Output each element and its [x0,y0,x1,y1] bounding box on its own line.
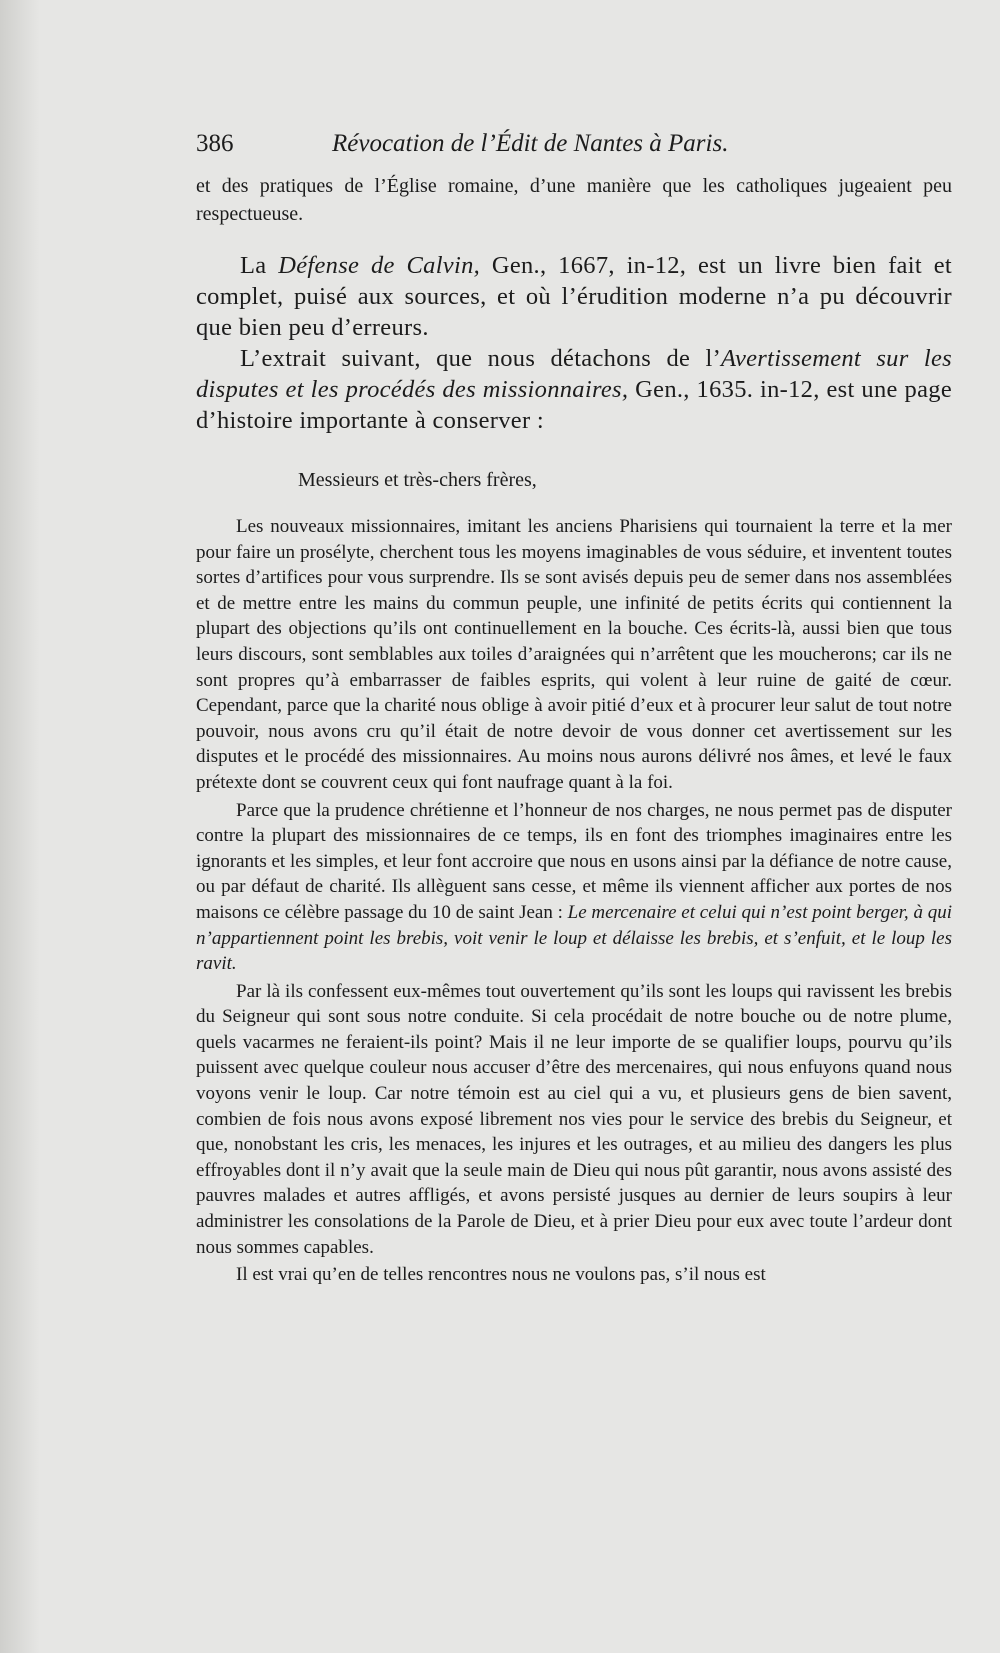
page-number: 386 [196,130,234,157]
text-span: L’extrait suivant, que nous détachons de l’ [240,345,722,372]
running-header [196,130,956,170]
paragraph-defense-de-calvin [196,250,952,343]
book-title-emphasis: Avertissement sur les disputes et les procédés des missionnaires, [196,345,952,403]
text-span: Gen., 1667, in-12, est un livre bien fait et complet, puisé aux sources, et où l’érudition moderne n’a pu découvrir que bien peu d’erreurs. [196,252,952,341]
letter-paragraph-4: Il est vrai qu’en de telles rencontres nous ne voulons pas, s’il nous est [236,1264,766,1286]
letter-paragraph-3: Par là ils confessent eux-mêmes tout ouvertement qu’ils sont les loups qui ravissent les brebis du Seigneur qui sont sous notre conduite. Si cela procédait de notre bouche ou de notre plume, quels vacarmes ne feraient-ils point? Mais il ne leur importe de se qualifier loups, pourvu qu’ils puissent avec quelque couleur nous accuser d’être des mercenaires, qui nous enfuyons quand nous voyons venir le loup. Car notre témoin est au ciel qui a vu, et plusieurs gens de bien savent, combien de fois nous avons exposé librement nos vies pour le service des brebis du Seigneur, et que, nonobstant les cris, les menaces, les injures et les outrages, et au milieu des dangers les plus effroyables dont il n’y avait que la seule main de Dieu qui nous pût garantir, nous avons assisté des pauvres malades et autres affligés, et avons persisté jusques au dernier de leurs soupirs à leur administrer les consolations de la Parole de Dieu, et à prier Dieu pour eux avec toute l’ardeur dont nous sommes capables. [196,980,952,1258]
running-title: Révocation de l’Édit de Nantes à Paris. [332,130,729,157]
scripture-quote: Le mercenaire et celui qui n’est point berger, à qui n’appartiennent point les brebis, voit venir le loup et délaisse les brebis, et s’enfuit, et le loup les ravit. [196,901,952,975]
book-title-emphasis: Défense de Calvin, [278,252,481,279]
page-spine-shadow [0,0,40,1653]
body-text [196,172,952,1290]
paragraph-extrait [196,343,952,436]
text-span: Parce que la prudence chrétienne et l’honneur de nos charges, ne nous permet pas de disputer contre la plupart des missionnaires de ce temps, ils en font des triomphes imaginaires entre les ignorants et les simples, et leur font accroire que nous en usons ainsi par la défiance de notre cause, ou par défaut de charité. Ils allèguent sans cesse, et même ils viennent afficher aux portes de nos maisons ce célèbre passage du 10 de saint Jean : [196,799,952,923]
letter-salutation: Messieurs et très-chers frères, [298,469,537,491]
letter-paragraph-2 [196,798,952,977]
letter-paragraph-1: Les nouveaux missionnaires, imitant les anciens Pharisiens qui tournaient la terre et la mer pour faire un prosélyte, cherchent tous les moyens imaginables de vous séduire, et inventent toutes sortes d’artifices pour vous surprendre. Ils se sont avisés depuis peu de semer dans nos assemblées et de mettre entre les mains du commun peuple, une infinité de petits écrits qui contiennent la plupart des objections qu’ils ont continuellement en la bouche. Ces écrits-là, aussi bien que tous leurs discours, sont semblables aux toiles d’araignées qui n’arrêtent que les moucherons; car ils ne sont propres qu’à embarrasser de faibles esprits, qui volent à leur ruine de gaité de cœur. Cependant, parce que la charité nous oblige à avoir pitié d’eux et à procurer leur salut de tout notre pouvoir, nous avons cru qu’il était de notre devoir de vous donner cet avertissement sur les disputes et le procédé des missionnaires. Au moins nous aurons délivré nos âmes, et levé le faux prétexte dont se couvrent ceux qui font naufrage quant à la foi. [196,516,952,793]
text-span: La [240,252,279,279]
paragraph-continuation: et des pratiques de l’Église romaine, d’une manière que les catholiques jugeaient peu respectueuse. [196,175,952,225]
text-span: Gen., 1635. in-12, est une page d’histoire importante à conserver : [196,376,952,434]
